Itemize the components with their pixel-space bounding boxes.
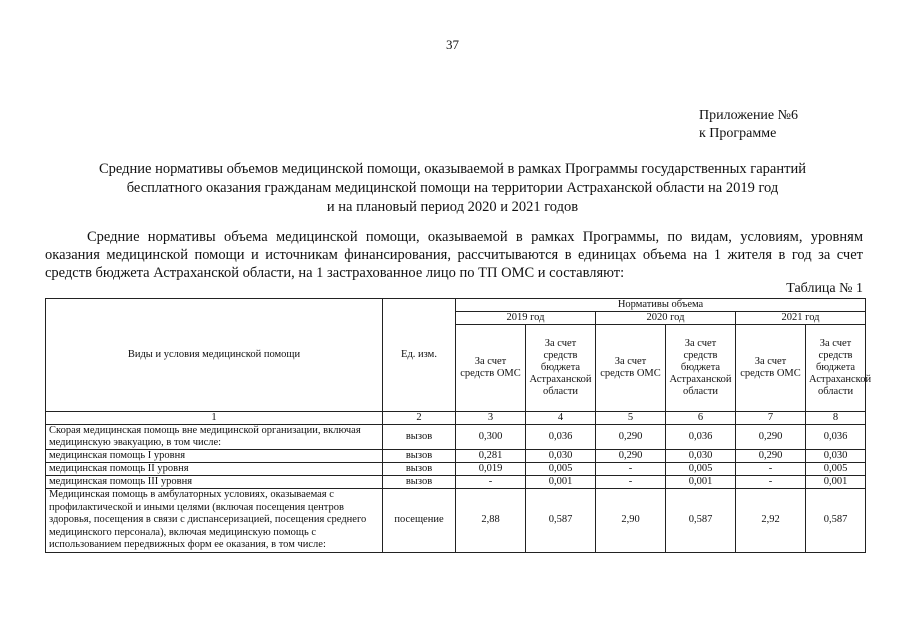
col-number: 7 xyxy=(736,412,806,425)
row-value: 0,036 xyxy=(526,425,596,450)
row-value: 0,290 xyxy=(736,450,806,463)
header-unit: Ед. изм. xyxy=(383,299,456,412)
intro-line-2: оказания медицинской помощи и источникам финансирования, рассчитываются в единицах объема на 1 жителя в год за счет xyxy=(45,247,863,263)
norms-table xyxy=(45,298,872,553)
row-value: 2,92 xyxy=(736,489,806,553)
header-norms-group: Нормативы объема xyxy=(456,299,866,312)
table-row xyxy=(46,476,866,489)
row-unit: вызов xyxy=(383,463,456,476)
col-number: 1 xyxy=(46,412,383,425)
row-value: 0,036 xyxy=(666,425,736,450)
appendix-line-2: к Программе xyxy=(699,126,777,141)
row-unit: вызов xyxy=(383,476,456,489)
row-value: 0,290 xyxy=(736,425,806,450)
header-oms-2021: За счет средств ОМС xyxy=(736,325,806,412)
row-value: 0,005 xyxy=(526,463,596,476)
col-number: 6 xyxy=(666,412,736,425)
row-value: 0,300 xyxy=(456,425,526,450)
title-line-2: бесплатного оказания гражданам медицинской помощи на территории Астраханской области на 2019 год xyxy=(126,180,779,196)
col-number: 4 xyxy=(526,412,596,425)
row-value: - xyxy=(736,463,806,476)
header-year-2020: 2020 год xyxy=(596,312,736,325)
row-value: 0,001 xyxy=(806,476,866,489)
row-type: Медицинская помощь в амбулаторных условиях, оказываемая с профилактической и иными целями (включая посещения центров здоровья, посещения в связи с диспансеризацией, посещения среднего медицинского персонала), включая медицинскую помощь с использованием передвижных форм ее оказания, в том числе: xyxy=(46,489,383,553)
row-value: 0,290 xyxy=(596,425,666,450)
appendix-line-1: Приложение №6 xyxy=(699,108,798,123)
col-number: 8 xyxy=(806,412,866,425)
row-value: 0,587 xyxy=(666,489,736,553)
row-value: 0,587 xyxy=(526,489,596,553)
row-value: - xyxy=(736,476,806,489)
header-type: Виды и условия медицинской помощи xyxy=(46,299,383,412)
document-title xyxy=(40,160,865,217)
page-number: 37 xyxy=(446,37,459,52)
row-value: - xyxy=(596,476,666,489)
header-budget-2019: За счет средств бюджета Астраханской области xyxy=(526,325,596,412)
table-row xyxy=(46,450,866,463)
row-unit: вызов xyxy=(383,450,456,463)
row-value: 0,005 xyxy=(806,463,866,476)
row-value: 0,001 xyxy=(526,476,596,489)
title-line-1: Средние нормативы объемов медицинской помощи, оказываемой в рамках Программы государственных гарантий xyxy=(98,161,806,177)
table-label: Таблица № 1 xyxy=(786,281,863,296)
row-unit: посещение xyxy=(383,489,456,553)
appendix-label xyxy=(699,107,798,143)
row-value: 0,019 xyxy=(456,463,526,476)
row-value: - xyxy=(596,463,666,476)
col-number: 3 xyxy=(456,412,526,425)
row-value: 0,587 xyxy=(806,489,866,553)
row-value: 0,030 xyxy=(666,450,736,463)
row-type: медицинская помощь III уровня xyxy=(46,476,383,489)
header-year-2021: 2021 год xyxy=(736,312,866,325)
header-budget-2020: За счет средств бюджета Астраханской области xyxy=(666,325,736,412)
title-line-3: и на плановый период 2020 и 2021 годов xyxy=(326,199,579,215)
table-row xyxy=(46,425,866,450)
row-value: 0,036 xyxy=(806,425,866,450)
row-value: 0,030 xyxy=(806,450,866,463)
row-type: медицинская помощь II уровня xyxy=(46,463,383,476)
column-numbers-row xyxy=(46,412,866,425)
header-year-2019: 2019 год xyxy=(456,312,596,325)
intro-line-3: средств бюджета Астраханской области, на 1 застрахованное лицо по ТП ОМС и составляют: xyxy=(45,265,625,281)
row-value: 2,90 xyxy=(596,489,666,553)
col-number: 5 xyxy=(596,412,666,425)
row-type: медицинская помощь I уровня xyxy=(46,450,383,463)
row-unit: вызов xyxy=(383,425,456,450)
intro-paragraph xyxy=(45,228,863,282)
row-value: 0,001 xyxy=(666,476,736,489)
header-oms-2020: За счет средств ОМС xyxy=(596,325,666,412)
row-value: 2,88 xyxy=(456,489,526,553)
intro-line-1: Средние нормативы объема медицинской помощи, оказываемой в рамках Программы, по видам, условиям, уровням xyxy=(87,229,863,245)
row-value: 0,281 xyxy=(456,450,526,463)
row-value: 0,290 xyxy=(596,450,666,463)
row-value: 0,030 xyxy=(526,450,596,463)
row-value: - xyxy=(456,476,526,489)
table-row xyxy=(46,489,866,553)
row-type: Скорая медицинская помощь вне медицинской организации, включая медицинскую эвакуацию, в том числе: xyxy=(46,425,383,450)
header-oms-2019: За счет средств ОМС xyxy=(456,325,526,412)
table-row xyxy=(46,463,866,476)
col-number: 2 xyxy=(383,412,456,425)
row-value: 0,005 xyxy=(666,463,736,476)
header-budget-2021: За счет средств бюджета Астраханской области xyxy=(806,325,866,412)
